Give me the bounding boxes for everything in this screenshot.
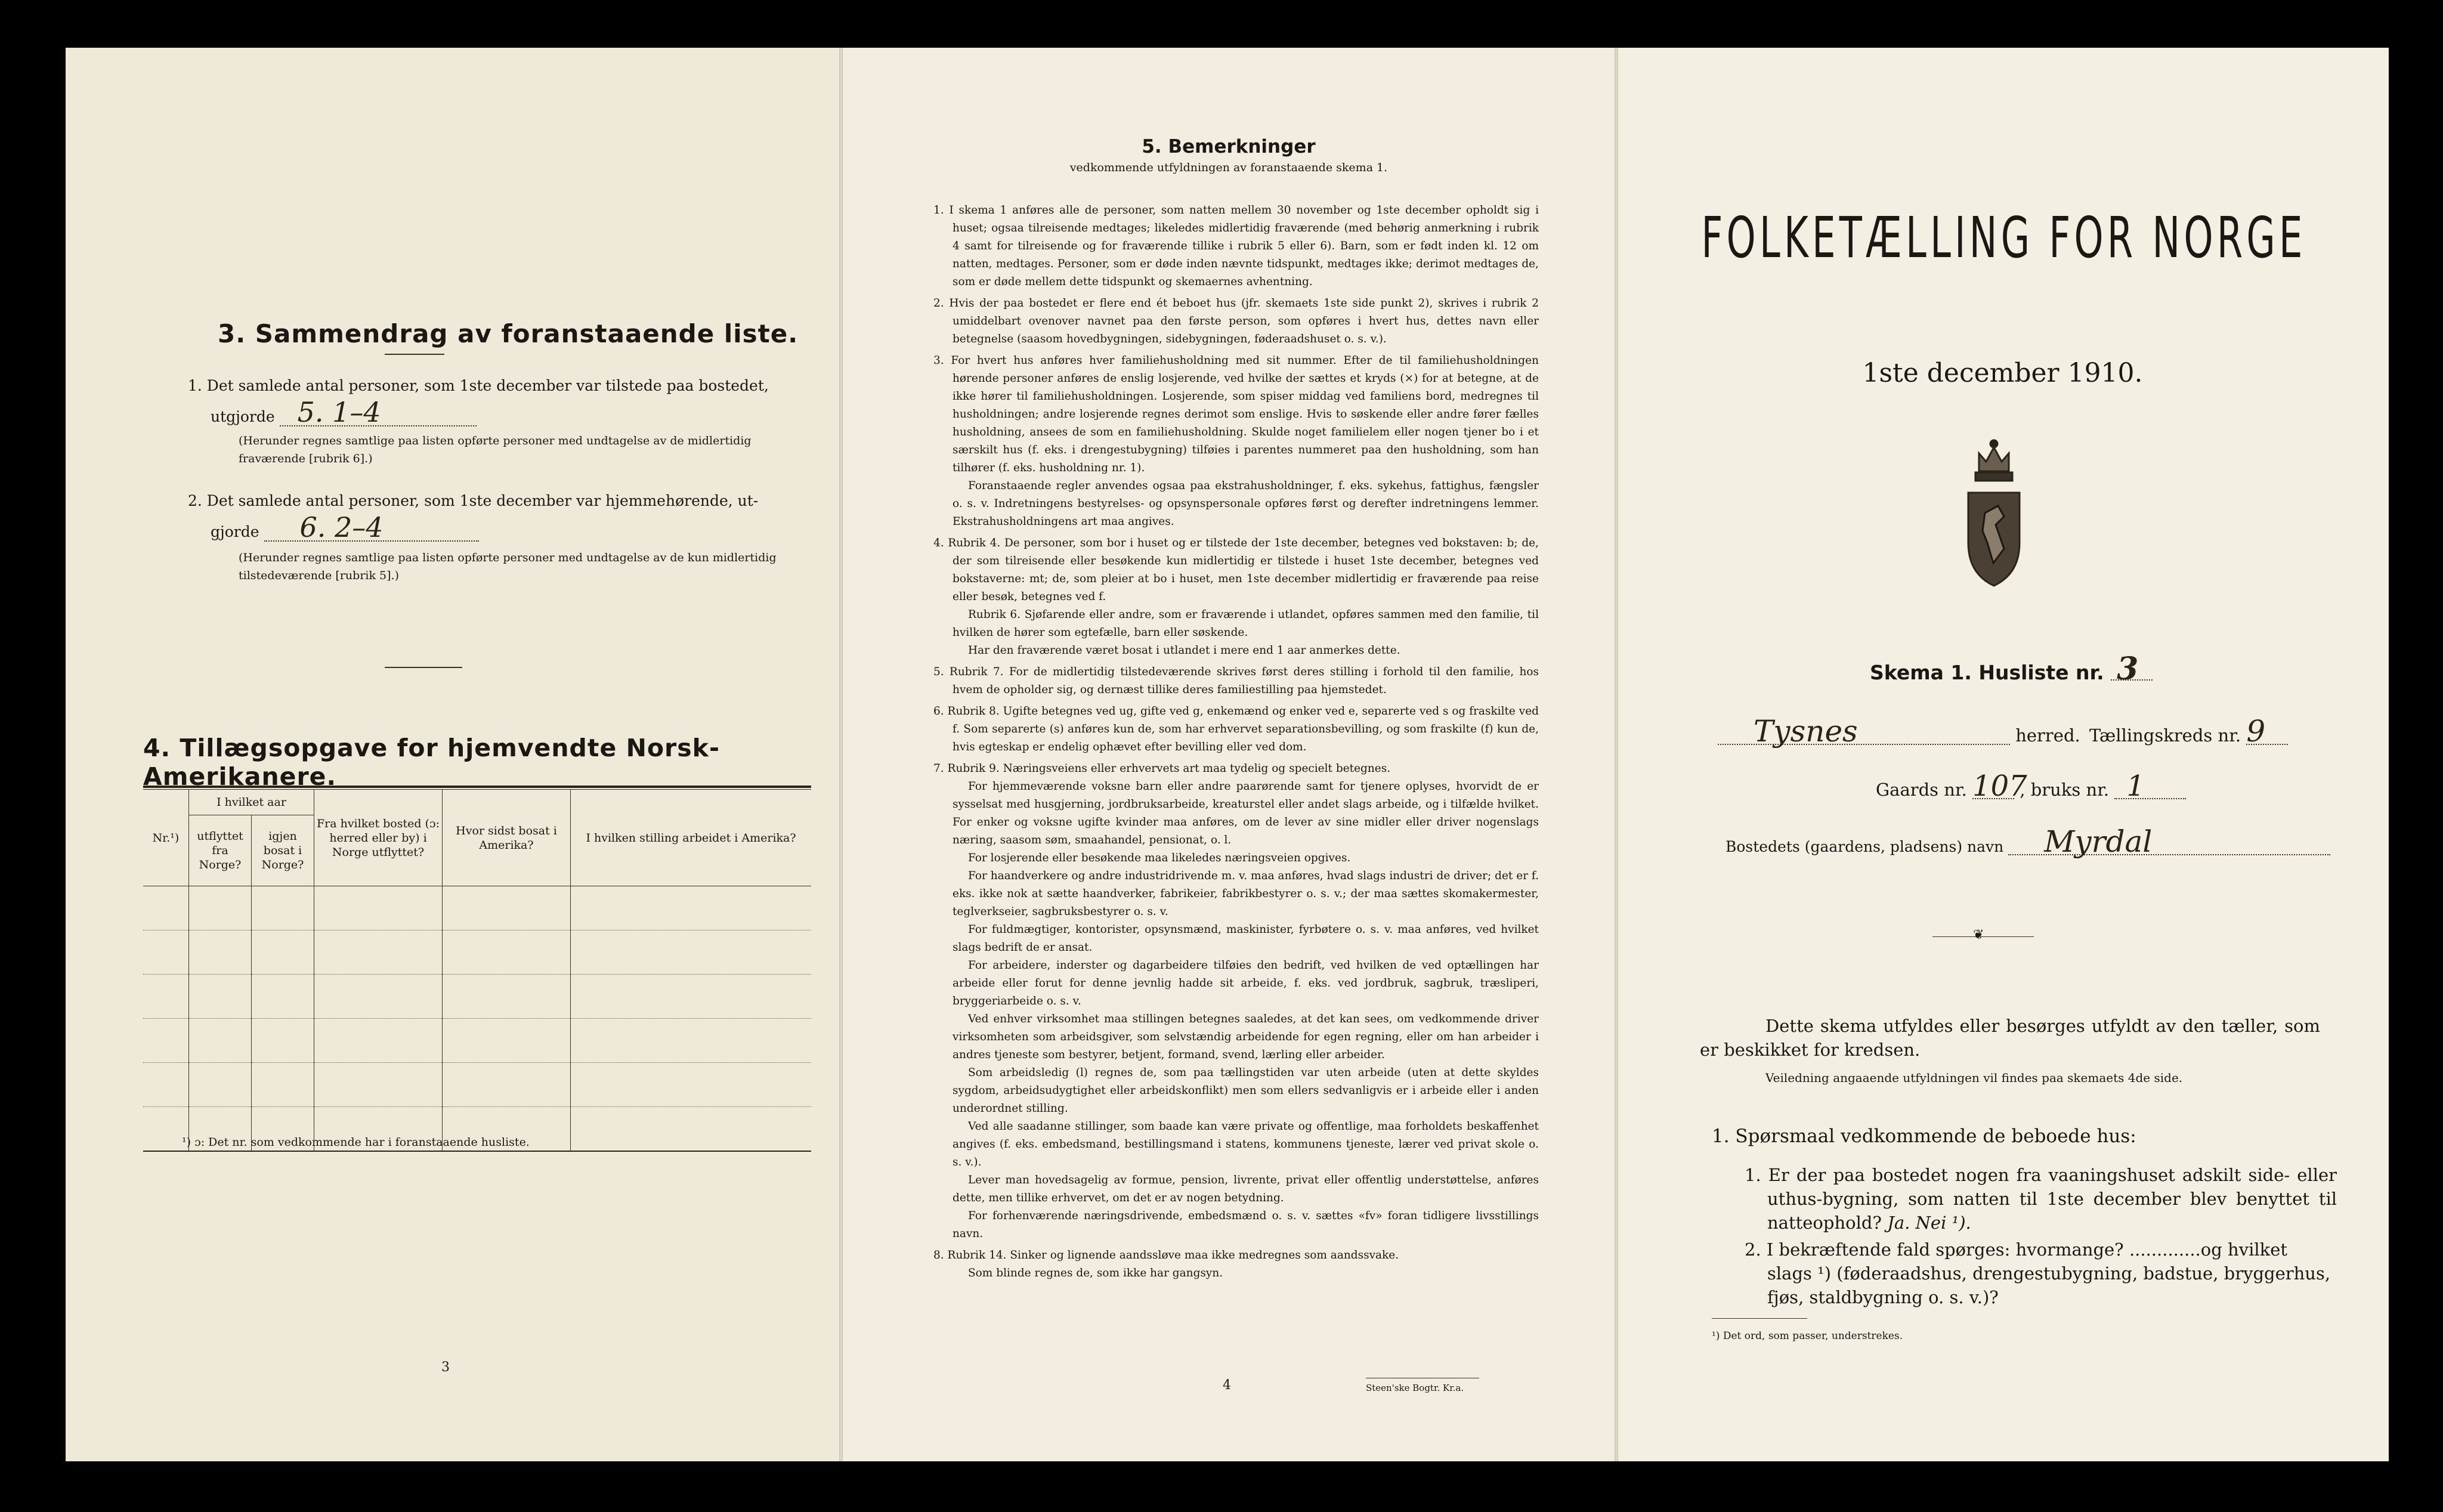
divider	[385, 667, 462, 668]
census-title: FOLKETÆLLING FOR NORGE	[1701, 205, 2306, 271]
page-3	[66, 48, 841, 1461]
col-utflyttet: utflyttet fra Norge?	[189, 815, 252, 886]
gaard-value: 107	[1972, 769, 2027, 803]
table-footnote: ¹) ɔ: Det nr. som vedkommende har i foranstaaende husliste.	[182, 1136, 530, 1149]
remark-7j: Lever man hovedsagelig av formue, pension, livrente, privat eller offentlig understøttelse, anføres dette, men tillike erhvervet, om det er av nogen betydning.	[953, 1174, 1539, 1204]
item-1-handwritten-value: 5. 1–4	[280, 399, 477, 426]
table-row	[143, 930, 811, 975]
bruk-value: 1	[2114, 774, 2186, 799]
coat-of-arms-icon	[1961, 435, 2027, 593]
remark-4: 4. Rubrik 4. De personer, som bor i huset og er tilstede der 1ste december, betegnes ved bokstaven: b; de, der som tilreisende eller besøkende kun midlertidig er tilstede i huset 1ste december, betegnes ved bokstaverne: mt; de, som pleier at bo i huset, men 1ste december midlertidig er fraværende paa reise eller besøk, betegnes ved f.	[933, 537, 1539, 603]
divider	[385, 354, 444, 355]
herred-line	[1718, 714, 2338, 749]
col-fra-bosted: Fra hvilket bosted (ɔ: herred eller by) i Norge utflyttet?	[314, 790, 443, 886]
remark-3: 3. For hvert hus anføres hver familiehusholdning med sit nummer. Efter de til familiehusholdningen hørende personer anføres de enslig losjerende, ved hvilke der sættes et kryds (×) for at betegne, at de ikke hører til familiehusholdningen. Losjerende, som spiser middag ved familiens bord, medregnes til husholdningen; andre losjerende regnes derimot som enslige. Hvis to søskende eller andre fører fælles husholdning, ansees de som en familiehusholdning. Skulde noget familielem eller nogen tjener bo i et særskilt hus (f. eks. i drengestubygning) tilføies i parentes nummeret paa den husholdning, som han tilhører (f. eks. husholdning nr. 1).	[933, 354, 1539, 474]
table-top-rule	[143, 786, 811, 788]
husliste-nr: 3	[2111, 659, 2153, 681]
remark-4c: Har den fraværende været bosat i utlandet i mere end 1 aar anmerkes dette.	[968, 644, 1400, 657]
remarks-body	[927, 202, 1539, 1282]
kreds-label: Tællingskreds nr.	[2089, 725, 2241, 746]
item-1-note: (Herunder regnes samtlige paa listen opførte personer med undtagelse av de midlertidig fraværende [rubrik 6].)	[239, 434, 752, 465]
instruction-note: Veiledning angaaende utfyldningen vil findes paa skemaets 4de side.	[1765, 1071, 2183, 1085]
remark-2: 2. Hvis der paa bostedet er flere end ét beboet hus (jfr. skemaets 1ste side punkt 2), skrives i rubrik 2 umiddelbart ovenover navnet paa den første person, som opføres i hvert hus, dettes navn eller betegnelse (saasom hovedbygningen, sidebygningen, føderaadshuset o. s. v.).	[933, 297, 1539, 345]
col-hvor-sidst: Hvor sidst bosat i Amerika?	[443, 790, 571, 886]
col-igjen: igjen bosat i Norge?	[252, 815, 314, 886]
page-4	[841, 48, 1616, 1461]
remark-7b: For hjemmeværende voksne barn eller andre paarørende samt for tjenere oplyses, hvorvidt de er sysselsat med husgjerning, jordbruksarbeide, kreaturstel eller andet slags arbeide, og i tilfælde hvilket. For enker og voksne ugifte kvinder maa anføres, om de lever av sine midler eller driver nogenslags næring, saasom søm, smaahandel, pensionat, o. l.	[953, 780, 1539, 846]
kreds-value: 9	[2246, 719, 2288, 745]
question-1-answer: Ja. Nei ¹).	[1887, 1213, 1971, 1233]
questions-title: 1. Spørsmaal vedkommende de beboede hus:	[1712, 1126, 2136, 1147]
item-1-text: 1. Det samlede antal personer, som 1ste december var tilstede paa bostedet,	[188, 377, 769, 394]
census-date: 1ste december 1910.	[1862, 358, 2143, 388]
remark-4b: Rubrik 6. Sjøfarende eller andre, som er fraværende i utlandet, opføres sammen med den familie, til hvilken de hører som egtefælle, barn eller søskende.	[953, 608, 1539, 639]
section-4-title: 4. Tillægsopgave for hjemvendte Norsk-Amerikanere.	[143, 734, 720, 791]
question-1	[1745, 1163, 2337, 1235]
remark-1: 1. I skema 1 anføres alle de personer, som natten mellem 30 november og 1ste december opholdt sig i huset; ogsaa tilreisende medtages; likeledes midlertidig fraværende (med behørig anmerkning i rubrik 4 samt for tilreisende og for fraværende tillike i rubrik 5 eller 6). Barn, som er født inden kl. 12 om natten, medtages. Personer, som er døde inden nævnte tidspunkt, medtages ikke; derimot medtages de, som er døde mellem dette tidspunkt og skemaernes avhentning.	[933, 204, 1539, 288]
col-stilling: I hvilken stilling arbeidet i Amerika?	[571, 790, 812, 886]
skema-line	[1870, 651, 2153, 687]
bosted-label: Bostedets (gaardens, pladsens) navn	[1725, 838, 2004, 855]
gaard-label: Gaards nr.	[1876, 780, 1967, 800]
question-1-text: 1. Er der paa bostedet nogen fra vaaningshuset adskilt side- eller uthus-bygning, som natten til 1ste december blev benyttet til natteophold?	[1745, 1165, 2337, 1233]
printer-mark: Steen'ske Bogtr. Kr.a.	[1366, 1383, 1464, 1393]
item-2-note: (Herunder regnes samtlige paa listen opførte personer med undtagelse av de kun midlertidig tilstedeværende [rubrik 5].)	[239, 551, 777, 582]
gaard-line	[1876, 769, 2186, 803]
table-row	[143, 886, 811, 930]
herred-value: Tysnes	[1718, 719, 2010, 745]
item-2-text: 2. Det samlede antal personer, som 1ste december var hjemmehørende, ut-	[188, 492, 759, 509]
section-3-title: 3. Sammendrag av foranstaaende liste.	[218, 319, 799, 348]
remark-7h: Som arbeidsledig (l) regnes de, som paa tællingstiden var uten arbeide (uten at dette skyldes sygdom, arbeidsudygtighet eller arbeidskonflikt) men som ellers sedvanligvis er i arbeide eller i anden underordnet stilling.	[953, 1066, 1539, 1115]
fold-line	[839, 48, 843, 1461]
census-title-wrap	[1616, 205, 2389, 271]
remark-7k: For forhenværende næringsdrivende, embedsmænd o. s. v. sættes «fv» foran tidligere livsstillings navn.	[953, 1210, 1539, 1240]
summary-item-1	[188, 373, 820, 430]
herred-label: herred.	[2015, 725, 2080, 746]
remarks-subtitle: vedkommende utfyldningen av foranstaaende skema 1.	[1069, 161, 1388, 174]
item-2-handwritten-value: 6. 2–4	[264, 514, 479, 542]
remark-8: 8. Rubrik 14. Sinker og lignende aandssløve maa ikke medregnes som aandssvake.	[933, 1249, 1399, 1261]
remark-5: 5. Rubrik 7. For de midlertidig tilstedeværende skrives først deres stilling i forhold til den familie, hos hvem de opholder sig, og dernæst tillike deres familiestilling paa hjemstedet.	[933, 666, 1539, 696]
col-nr: Nr.¹)	[143, 790, 189, 886]
page-number: 4	[1223, 1378, 1231, 1393]
remark-8b: Som blinde regnes de, som ikke har gangsyn.	[968, 1267, 1223, 1279]
skema-label: Skema 1. Husliste nr.	[1870, 661, 2104, 684]
ornament-icon: ❦	[1973, 927, 1984, 942]
footnote-rule	[1712, 1318, 1807, 1319]
summary-item-2	[188, 488, 820, 545]
fold-line	[1615, 48, 1618, 1461]
bruk-label: , bruks nr.	[2020, 780, 2110, 800]
remark-3b: Foranstaaende regler anvendes ogsaa paa ekstrahusholdninger, f. eks. sykehus, fattighus, fængsler o. s. v. Indretningens bestyrelses- og opsynspersonale opføres først og derefter indretningens lemmer. Ekstrahusholdningens art maa angives.	[953, 480, 1539, 528]
instruction: Dette skema utfyldes eller besørges utfyldt av den tæller, som er beskikket for kredsen.	[1700, 1016, 2320, 1060]
remark-7f: For arbeidere, inderster og dagarbeidere tilføies den bedrift, ved hvilken de ved optællingen har arbeide eller forut for denne jevnlig hadde sit arbeide, f. eks. ved jordbruk, sagbruk, træsliperi, bryggeriarbeide o. s. v.	[953, 959, 1539, 1007]
table-row	[143, 1063, 811, 1107]
item-1-label: utgjorde	[211, 408, 275, 425]
bosted-line	[1725, 824, 2330, 859]
col-group-aar: I hvilket aar	[189, 790, 314, 815]
table-row	[143, 975, 811, 1019]
remark-7c: For losjerende eller besøkende maa likeledes næringsveien opgives.	[968, 852, 1351, 864]
remarks-title: 5. Bemerkninger	[1142, 136, 1316, 157]
remark-7g: Ved enhver virksomhet maa stillingen betegnes saaledes, at det kan sees, om vedkommende driver virksomheten som arbeidsgiver, som selvstændig arbeidende for egen regning, eller om han arbeider i andres tjeneste som bestyrer, betjent, formand, svend, lærling eller arbeider.	[953, 1013, 1539, 1061]
question-2: 2. I bekræftende fald spørges: hvormange? .............og hvilket slags ¹) (føderaadshus, drengestubygning, badstue, bryggerhus, fjøs, staldbygning o. s. v.)?	[1745, 1239, 2331, 1307]
item-2-label: gjorde	[211, 523, 259, 540]
norsk-amerikanere-table	[143, 789, 811, 1152]
remark-7e: For fuldmægtiger, kontorister, opsynsmænd, maskinister, fyrbøtere o. s. v. maa anføres, ved hvilket slags bedrift de er ansat.	[953, 923, 1539, 954]
footnote: ¹) Det ord, som passer, understrekes.	[1712, 1330, 1903, 1342]
bosted-value: Myrdal	[2008, 829, 2330, 855]
remark-7: 7. Rubrik 9. Næringsveiens eller erhvervets art maa tydelig og specielt betegnes.	[933, 762, 1391, 775]
page-1-cover	[1616, 48, 2389, 1461]
remark-7i: Ved alle saadanne stillinger, som baade kan være private og offentlige, maa forholdets beskaffenhet angives (f. eks. embedsmand, bestillingsmand i statens, kommunens tjeneste, lærer ved privat skole o. s. v.).	[953, 1120, 1539, 1168]
page-number: 3	[441, 1360, 450, 1375]
remark-6: 6. Rubrik 8. Ugifte betegnes ved ug, gifte ved g, enkemænd og enker ved e, separerte ved s og fraskilte ved f. Som separerte (s) anføres kun de, som har erhvervet separationsbevilling, og som fraskilte (f) kun de, hvis egteskap er endelig ophævet efter bevilling eller ved dom.	[933, 705, 1539, 753]
table-row	[143, 1019, 811, 1063]
remark-7d: For haandverkere og andre industridrivende m. v. maa anføres, hvad slags industri de driver; det er f. eks. ikke nok at sætte haandverker, fabrikeier, fabrikbestyrer o. s. v.; der maa sættes skomakermester, teglverkseier, sagbruksbestyrer o. s. v.	[953, 870, 1539, 918]
